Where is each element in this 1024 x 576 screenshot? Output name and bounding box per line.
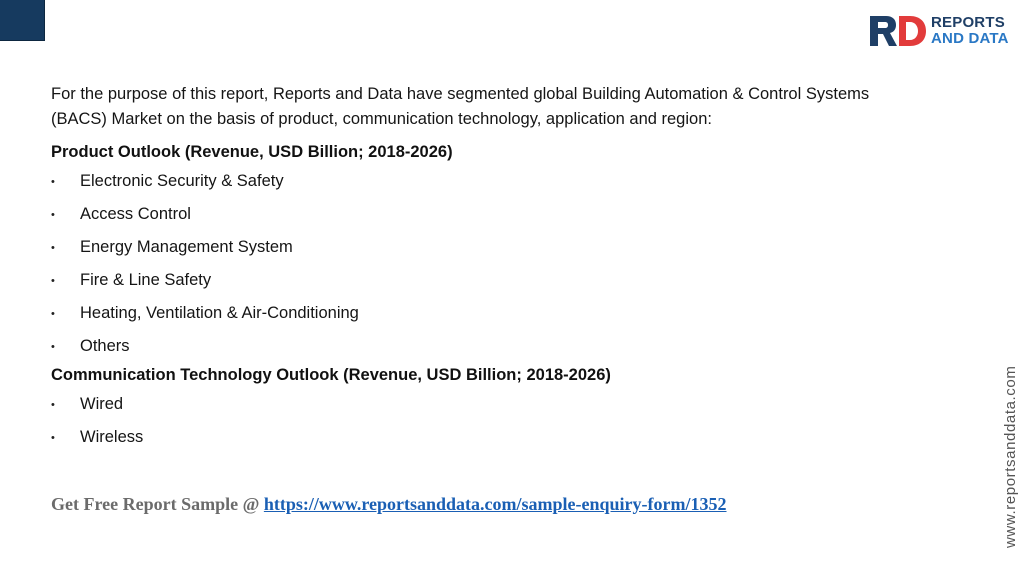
bullet-icon: •	[51, 432, 55, 444]
bullet-icon: •	[51, 308, 55, 320]
list-item	[51, 330, 881, 363]
list-item	[51, 388, 881, 421]
list-item	[51, 297, 881, 330]
report-content	[51, 82, 881, 454]
list-item-label: Wireless	[80, 428, 144, 446]
list-item	[51, 198, 881, 231]
section-heading-product: Product Outlook (Revenue, USD Billion; 2018-2026)	[51, 143, 453, 161]
corner-decoration	[0, 0, 45, 41]
list-item-label: Access Control	[80, 205, 191, 223]
product-outlook-list	[51, 165, 881, 363]
reports-and-data-logo[interactable]	[868, 14, 1018, 50]
bullet-icon: •	[51, 176, 55, 188]
list-item	[51, 421, 881, 454]
bullet-icon: •	[51, 242, 55, 254]
bullet-icon: •	[51, 399, 55, 411]
logo-r-glyph	[870, 16, 897, 46]
logo-wordmark	[931, 15, 1009, 47]
logo-line-2: AND DATA	[931, 30, 1009, 47]
logo-d-glyph	[899, 16, 926, 46]
section-heading-communication: Communication Technology Outlook (Revenue, USD Billion; 2018-2026)	[51, 366, 611, 384]
list-item	[51, 165, 881, 198]
bullet-icon: •	[51, 275, 55, 287]
logo-line-1: REPORTS	[931, 14, 1005, 31]
list-item-label: Fire & Line Safety	[80, 271, 212, 289]
bullet-icon: •	[51, 209, 55, 221]
rd-logo-icon	[868, 14, 928, 48]
intro-paragraph: For the purpose of this report, Reports and Data have segmented global Building Automation & Control Systems (BACS) Market on the basis of product, communication technology, application and region:	[51, 85, 870, 128]
list-item-label: Heating, Ventilation & Air-Conditioning	[80, 304, 359, 322]
list-item-label: Energy Management System	[80, 238, 293, 256]
list-item-label: Others	[80, 337, 130, 355]
cta-prefix: Get Free Report Sample @	[51, 494, 264, 514]
list-item-label: Electronic Security & Safety	[80, 172, 284, 190]
list-item	[51, 264, 881, 297]
list-item-label: Wired	[80, 395, 124, 413]
side-website-url: www.reportsanddata.com	[1002, 365, 1019, 548]
list-item	[51, 231, 881, 264]
bullet-icon: •	[51, 341, 55, 353]
communication-outlook-list	[51, 388, 881, 454]
sample-enquiry-link[interactable]: https://www.reportsanddata.com/sample-enquiry-form/1352	[263, 494, 727, 514]
sample-cta	[51, 494, 727, 515]
